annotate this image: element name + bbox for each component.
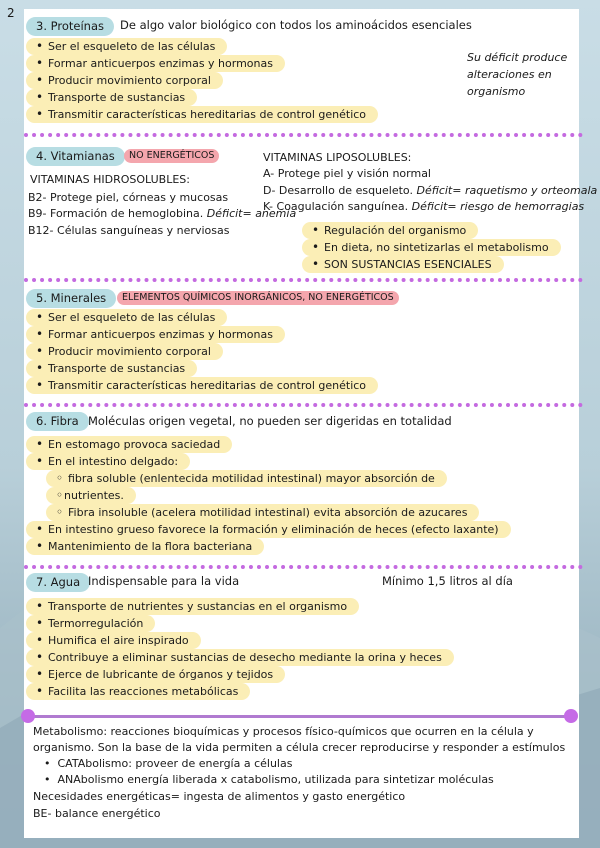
anabolismo-item: • ANAbolismo energía liberada x catabolismo, utilizada para sintetizar moléculas xyxy=(44,773,494,786)
vitamin-b2: B2- Protege piel, córneas y mucosas xyxy=(28,191,229,204)
deficit-note: Su déficit produce alteraciones en organismo xyxy=(467,51,568,98)
list-item: • Formar anticuerpos enzimas y hormonas xyxy=(38,326,378,343)
liposolubles-title: VITAMINAS LIPOSOLUBLES: xyxy=(263,151,412,164)
section-divider xyxy=(24,278,583,282)
section-title: 6. Fibra xyxy=(26,412,89,431)
catabolismo-item: • CATAbolismo: proveer de energía a células xyxy=(44,757,293,770)
list-item-continuation: ◦ nutrientes. xyxy=(58,487,479,504)
agua-list xyxy=(38,598,454,700)
list-item: • Producir movimiento corporal xyxy=(38,343,378,360)
section-title: 7. Agua xyxy=(26,573,90,592)
notes-page xyxy=(24,9,598,838)
category-tag: NO ENERGÉTICOS xyxy=(124,149,219,163)
balance-energetico: BE- balance energético xyxy=(33,807,161,820)
section-title: 5. Minerales xyxy=(26,289,116,308)
list-item: • Humifica el aire inspirado xyxy=(38,632,454,649)
list-item: • Producir movimiento corporal xyxy=(38,72,378,89)
hidrosolubles-title: VITAMINAS HIDROSOLUBLES: xyxy=(30,173,190,186)
list-item: • SON SUSTANCIAS ESENCIALES xyxy=(314,256,561,273)
intestino-sublist xyxy=(58,470,479,521)
list-item: • Ser el esqueleto de las células xyxy=(38,38,378,55)
list-item: • En el intestino delgado: xyxy=(38,453,232,470)
section-description: Indispensable para la vida xyxy=(88,574,240,588)
page-number: 2 xyxy=(7,6,15,20)
fibra-list xyxy=(38,436,232,470)
separator-dot-left xyxy=(21,709,35,723)
list-item: • Transmitir características hereditarias de control genético xyxy=(38,106,378,123)
section-separator-line xyxy=(28,715,573,718)
list-item: • En dieta, no sintetizarlas el metabolismo xyxy=(314,239,561,256)
list-item: ◦ fibra soluble (enlentecida motilidad intestinal) mayor absorción de xyxy=(58,470,479,487)
necesidades-energeticas: Necesidades energéticas= ingesta de alimentos y gasto energético xyxy=(33,790,406,803)
list-item: • Ser el esqueleto de las células xyxy=(38,309,378,326)
section-title: 4. Vitamianas xyxy=(26,147,125,166)
vitamin-d: D- Desarrollo de esqueleto. Déficit= raquetismo y orteomala xyxy=(263,184,598,197)
list-item: • Formar anticuerpos enzimas y hormonas xyxy=(38,55,378,72)
list-item: • Transmitir características hereditarias de control genético xyxy=(38,377,378,394)
list-item: ◦ Fibra insoluble (acelera motilidad intestinal) evita absorción de azucares xyxy=(58,504,479,521)
section-title: 3. Proteínas xyxy=(26,17,114,36)
list-item: • Ejerce de lubricante de órganos y tejidos xyxy=(38,666,454,683)
list-item: • Facilita las reacciones metabólicas xyxy=(38,683,454,700)
vitamin-b12: B12- Células sanguíneas y nerviosas xyxy=(28,224,230,237)
section-description: De algo valor biológico con todos los aminoácidos esenciales xyxy=(120,18,472,32)
list-item: • En estomago provoca saciedad xyxy=(38,436,232,453)
list-item: • Transporte de sustancias xyxy=(38,360,378,377)
vitaminas-list xyxy=(314,222,561,273)
list-item: • En intestino grueso favorece la formación y eliminación de heces (efecto laxante) xyxy=(38,521,511,538)
vitamin-k: K- Coagulación sanguínea. Déficit= riesgo de hemorragias xyxy=(263,200,585,213)
metabolismo-definition-1: Metabolismo: reacciones bioquímicas y procesos físico-químicos que ocurren en la célula y xyxy=(33,725,534,738)
category-tag: ELEMENTOS QUÍMICOS INORGÁNICOS, NO ENERGÉTICOS xyxy=(117,291,399,305)
minerales-list xyxy=(38,309,378,394)
section-divider xyxy=(24,565,583,569)
list-item: • Regulación del organismo xyxy=(314,222,561,239)
separator-dot-right xyxy=(564,709,578,723)
list-item: • Transporte de sustancias xyxy=(38,89,378,106)
fibra-list-2 xyxy=(38,521,511,555)
vitamin-a: A- Protege piel y visión normal xyxy=(263,167,431,180)
vitamin-b9: B9- Formación de hemoglobina. Déficit= anemia xyxy=(28,207,297,220)
section-divider xyxy=(24,133,583,137)
metabolismo-definition-2: organismo. Son la base de la vida permiten a célula crecer reproducirse y responder a estímulos xyxy=(33,741,566,754)
proteinas-list xyxy=(38,38,378,123)
min-water-note: Mínimo 1,5 litros al día xyxy=(382,574,513,588)
section-divider xyxy=(24,403,583,407)
list-item: • Mantenimiento de la flora bacteriana xyxy=(38,538,511,555)
section-description: Moléculas origen vegetal, no pueden ser digeridas en totalidad xyxy=(88,414,452,428)
list-item: • Transporte de nutrientes y sustancias en el organismo xyxy=(38,598,454,615)
list-item: • Contribuye a eliminar sustancias de desecho mediante la orina y heces xyxy=(38,649,454,666)
list-item: • Termorregulación xyxy=(38,615,454,632)
